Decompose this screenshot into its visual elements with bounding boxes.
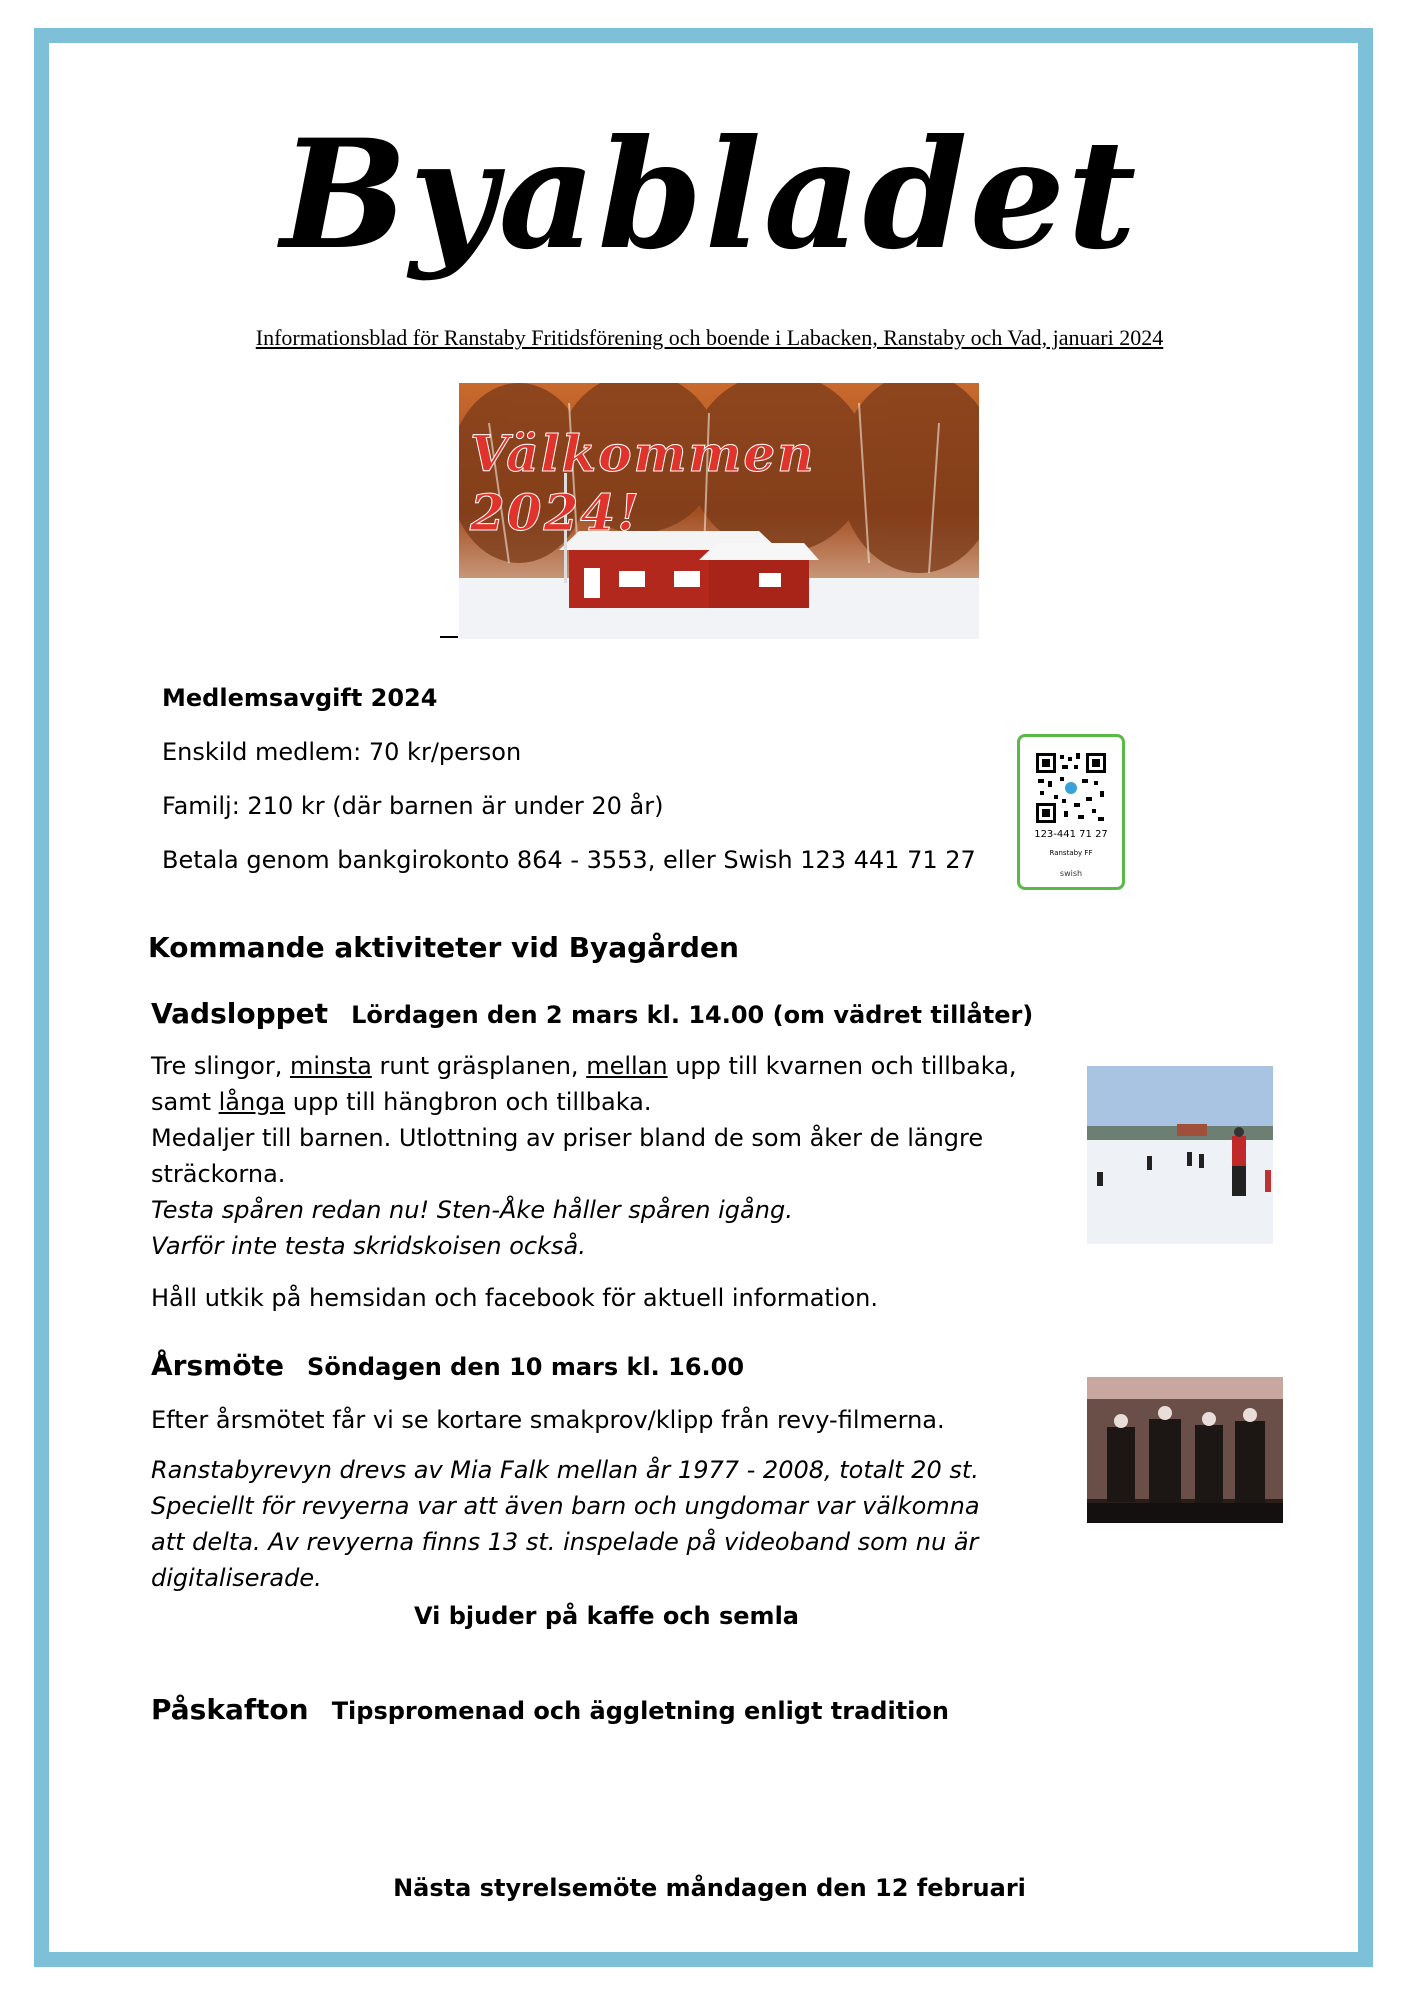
masthead-title: Byabladet	[280, 107, 1139, 283]
arsmote-name: Årsmöte	[151, 1349, 284, 1382]
text-span: samt	[151, 1088, 219, 1116]
membership-payment: Betala genom bankgirokonto 864 - 3553, eller Swish 123 441 71 27	[162, 846, 976, 874]
paskafton-header	[151, 1690, 949, 1734]
qr-owner: Ranstaby FF	[1049, 849, 1093, 857]
swish-qr-card	[1017, 734, 1125, 890]
arsmote-header	[151, 1346, 744, 1390]
vadsloppet-line7: Håll utkik på hemsidan och facebook för aktuell information.	[151, 1284, 879, 1312]
course-langa: långa	[218, 1088, 286, 1116]
vadsloppet-line3: Medaljer till barnen. Utlottning av priser bland de som åker de längre	[151, 1124, 984, 1152]
vadsloppet-when: Lördagen den 2 mars kl. 14.00 (om vädret tillåter)	[351, 1001, 1034, 1029]
next-board-meeting: Nästa styrelsemöte måndagen den 12 februari	[393, 1874, 1026, 1902]
vadsloppet-line6: Varför inte testa skridskoisen också.	[151, 1232, 586, 1260]
paskafton-when: Tipspromenad och äggletning enligt tradition	[331, 1697, 949, 1725]
arsmote-line2: Ranstabyrevyn drevs av Mia Falk mellan år 1977 - 2008, totalt 20 st.	[151, 1456, 979, 1484]
vadsloppet-line1	[151, 1048, 1017, 1084]
arsmote-when: Söndagen den 10 mars kl. 16.00	[307, 1353, 745, 1381]
arsmote-line3: Speciellt för revyerna var att även barn och ungdomar var välkomna	[151, 1492, 980, 1520]
hero-welcome-text: Välkommen 2024!	[470, 424, 816, 542]
membership-family: Familj: 210 kr (där barnen är under 20 år)	[162, 792, 664, 820]
vadsloppet-header	[151, 994, 1033, 1038]
qr-code-icon	[1034, 751, 1108, 825]
vadsloppet-line2	[151, 1084, 652, 1120]
revue-photo	[1087, 1377, 1283, 1523]
text-span: runt gräsplanen,	[371, 1052, 587, 1080]
paskafton-name: Påskafton	[151, 1693, 309, 1726]
hero-marker	[440, 636, 458, 638]
arsmote-line5: digitaliserade.	[151, 1564, 322, 1592]
vadsloppet-line5: Testa spåren redan nu! Sten-Åke håller spåren igång.	[151, 1196, 793, 1224]
membership-heading: Medlemsavgift 2024	[162, 684, 438, 712]
arsmote-offer: Vi bjuder på kaffe och semla	[414, 1602, 799, 1630]
swish-logo: swish	[1059, 869, 1083, 878]
course-mellan: mellan	[586, 1052, 668, 1080]
arsmote-line1: Efter årsmötet får vi se kortare smakprov/klipp från revy-filmerna.	[151, 1406, 945, 1434]
text-span: Tre slingor,	[151, 1052, 290, 1080]
ski-photo	[1087, 1066, 1273, 1244]
masthead-subtitle: Informationsblad för Ranstaby Fritidsförening och boende i Labacken, Ranstaby och Vad, januari 2024	[255, 325, 1164, 350]
arsmote-line4: att delta. Av revyerna finns 13 st. inspelade på videoband som nu är	[151, 1528, 979, 1556]
course-minsta: minsta	[289, 1052, 372, 1080]
vadsloppet-name: Vadsloppet	[151, 997, 329, 1030]
qr-number: 123-441 71 27	[1034, 829, 1108, 840]
text-span: upp till hängbron och tillbaka.	[285, 1088, 652, 1116]
text-span: upp till kvarnen och tillbaka,	[667, 1052, 1017, 1080]
membership-single: Enskild medlem: 70 kr/person	[162, 738, 522, 766]
vadsloppet-line4: sträckorna.	[151, 1160, 286, 1188]
activities-heading: Kommande aktiviteter vid Byagården	[148, 931, 739, 964]
